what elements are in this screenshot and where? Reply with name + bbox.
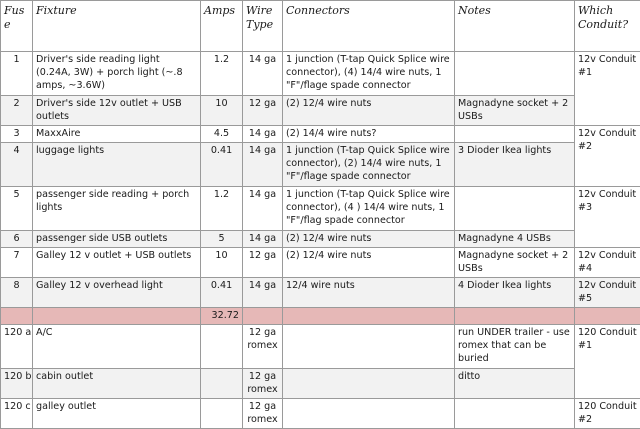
wire-cell: 12 ga romex [243,369,283,399]
fuse-cell: 5 [1,187,33,231]
amps-cell: 10 [201,96,243,126]
connectors-cell: 1 junction (T-tap Quick Splice wire connector), (2) 14/4 wire nuts, 1 "F"/flage spade connector [283,143,455,187]
wire-cell: 12 ga [243,248,283,278]
fixture-cell: Galley 12 v overhead light [33,278,201,308]
notes-cell: 4 Dioder Ikea lights [455,278,575,308]
amps-cell [201,399,243,429]
amps-cell: 1.2 [201,187,243,231]
total-row [1,308,640,325]
amps-cell: 0.41 [201,143,243,187]
table-row [1,231,640,248]
fuse-cell: 120 b [1,369,33,399]
total-fixture-cell [33,308,201,325]
amps-cell [201,325,243,369]
header-connectors: Connectors [283,1,455,52]
wire-cell: 14 ga [243,187,283,231]
connectors-cell: (2) 12/4 wire nuts [283,231,455,248]
fuse-cell: 120 c [1,399,33,429]
header-row [1,1,640,52]
amps-cell: 5 [201,231,243,248]
notes-cell: run UNDER trailer - use romex that can be buried [455,325,575,369]
fixture-cell: Driver's side 12v outlet + USB outlets [33,96,201,126]
wire-cell: 12 ga [243,96,283,126]
wire-cell: 12 ga romex [243,325,283,369]
amps-cell: 10 [201,248,243,278]
conduit-cell: 12v Conduit #3 [575,187,640,248]
table-row [1,52,640,96]
connectors-cell [283,369,455,399]
conduit-cell: 12v Conduit #2 [575,126,640,187]
fuse-cell: 4 [1,143,33,187]
fuse-cell: 6 [1,231,33,248]
header-amps: Amps [201,1,243,52]
wire-cell: 14 ga [243,52,283,96]
notes-cell [455,187,575,231]
wire-cell: 14 ga [243,231,283,248]
total-connectors-cell [283,308,455,325]
header-notes: Notes [455,1,575,52]
wire-cell: 14 ga [243,278,283,308]
fixture-cell: MaxxAire [33,126,201,143]
notes-cell: Magnadyne 4 USBs [455,231,575,248]
fixture-cell: passenger side reading + porch lights [33,187,201,231]
table-row [1,325,640,369]
connectors-cell: 1 junction (T-tap Quick Splice wire connector), (4) 14/4 wire nuts, 1 "F"/flage spade connector [283,52,455,96]
fuse-cell: 7 [1,248,33,278]
amps-cell: 1.2 [201,52,243,96]
table-row [1,399,640,429]
fuse-cell: 3 [1,126,33,143]
total-conduit-cell [575,308,640,325]
conduit-cell: 120 Conduit #2 [575,399,640,429]
connectors-cell: 1 junction (T-tap Quick Splice wire connector), (4 ) 14/4 wire nuts, 1 "F"/flag spade connector [283,187,455,231]
header-wire-type: Wire Type [243,1,283,52]
connectors-cell [283,325,455,369]
header-fuse: Fuse [1,1,33,52]
wire-cell: 14 ga [243,143,283,187]
connectors-cell: (2) 12/4 wire nuts [283,248,455,278]
notes-cell: ditto [455,369,575,399]
total-fuse-cell [1,308,33,325]
amps-cell: 0.41 [201,278,243,308]
header-conduit: Which Conduit? [575,1,640,52]
notes-cell: Magnadyne socket + 2 USBs [455,248,575,278]
fuse-cell: 8 [1,278,33,308]
wire-cell: 12 ga romex [243,399,283,429]
connectors-cell: (2) 14/4 wire nuts? [283,126,455,143]
notes-cell [455,399,575,429]
amps-cell: 4.5 [201,126,243,143]
table-row [1,126,640,143]
conduit-cell: 12v Conduit #1 [575,52,640,126]
fuse-cell: 2 [1,96,33,126]
table-row [1,143,640,187]
fixture-cell: passenger side USB outlets [33,231,201,248]
header-fixture: Fixture [33,1,201,52]
fixture-cell: A/C [33,325,201,369]
fixture-cell: Galley 12 v outlet + USB outlets [33,248,201,278]
conduit-cell: 12v Conduit #5 [575,278,640,308]
notes-cell: 3 Dioder Ikea lights [455,143,575,187]
fuse-cell: 1 [1,52,33,96]
conduit-cell: 12v Conduit #4 [575,248,640,278]
table-row [1,248,640,278]
notes-cell: Magnadyne socket + 2 USBs [455,96,575,126]
connectors-cell [283,399,455,429]
wire-cell: 14 ga [243,126,283,143]
total-amps-cell: 32.72 [201,308,243,325]
notes-cell [455,52,575,96]
fixture-cell: luggage lights [33,143,201,187]
table-row [1,278,640,308]
conduit-cell: 120 Conduit #1 [575,325,640,399]
total-notes-cell [455,308,575,325]
table-row [1,96,640,126]
table-row [1,369,640,399]
connectors-cell: 12/4 wire nuts [283,278,455,308]
fuse-cell: 120 a [1,325,33,369]
notes-cell [455,126,575,143]
connectors-cell: (2) 12/4 wire nuts [283,96,455,126]
table-row [1,187,640,231]
fixture-cell: galley outlet [33,399,201,429]
amps-cell [201,369,243,399]
fixture-cell: Driver's side reading light (0.24A, 3W) + porch light (~.8 amps, ~3.6W) [33,52,201,96]
total-wire-cell [243,308,283,325]
fixture-cell: cabin outlet [33,369,201,399]
